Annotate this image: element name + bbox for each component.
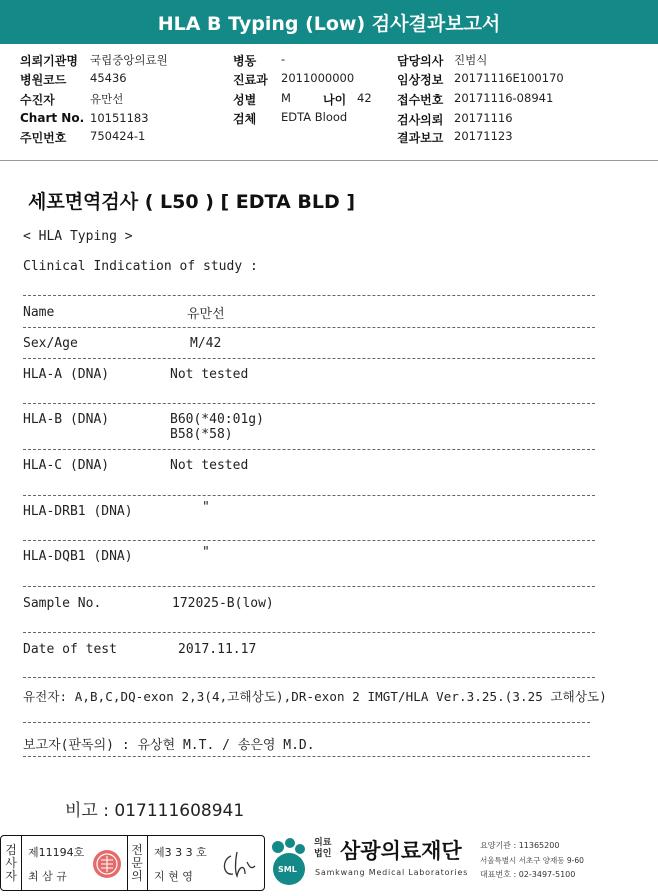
sexage-value: M/42 <box>190 336 222 351</box>
divider <box>23 295 595 296</box>
clinical-indication: Clinical Indication of study : <box>23 259 258 274</box>
signature-icon <box>219 846 259 882</box>
org-info-code: 요양기관 : 11365200 <box>480 841 560 850</box>
org-prefix: 의료법인 <box>314 838 332 859</box>
clinical-info-row: 임상정보 20171116E100170 <box>397 71 564 87</box>
name-value: 유만선 <box>187 307 225 322</box>
report-title: HLA B Typing (Low) 검사결과보고서 <box>157 12 501 35</box>
divider <box>23 403 595 404</box>
hla-b-value-2: B58(*58) <box>170 427 233 442</box>
hospital-code-row: 병원코드 45436 <box>20 71 127 87</box>
org-info-address: 서울특별시 서초구 양재동 9-60 <box>480 856 584 865</box>
specialist-license-no: 제3 3 3 호 <box>154 846 207 859</box>
tester-license-no: 제11194호 <box>28 846 85 859</box>
hla-drb1-label: HLA-DRB1 (DNA) <box>23 504 133 519</box>
date-of-test-value: 2017.11.17 <box>178 642 257 657</box>
hla-dqb1-value: " <box>202 545 210 560</box>
remark: 비고 : 017111608941 <box>65 801 245 821</box>
seal-stamp-icon <box>91 848 123 880</box>
hla-c-label: HLA-C (DNA) <box>23 458 110 473</box>
chart-no-row: Chart No. 10151183 <box>20 111 149 125</box>
divider <box>23 358 595 359</box>
reporter-line: 보고자(판독의) : 유상현 M.T. / 송은영 M.D. <box>23 738 315 753</box>
specialist-name: 지 현 영 <box>154 870 193 883</box>
divider <box>23 327 595 328</box>
report-date-row: 결과보고 20171123 <box>397 129 513 145</box>
divider <box>23 495 595 496</box>
org-name: 삼광의료재단 <box>340 839 462 863</box>
sexage-label: Sex/Age <box>23 336 78 351</box>
tester-name: 최 삼 규 <box>28 870 67 883</box>
department-row: 진료과 2011000000 <box>233 71 355 87</box>
org-english-name: Samkwang Medical Laboratories <box>315 868 469 877</box>
hla-c-value: Not tested <box>170 458 249 473</box>
doctor-row: 담당의사 진범식 <box>397 53 488 68</box>
ward-row: 병동 - <box>233 52 286 68</box>
sample-no-label: Sample No. <box>23 596 102 611</box>
divider <box>23 677 595 678</box>
hla-b-label: HLA-B (DNA) <box>23 412 110 427</box>
logo-text: SML <box>278 865 297 874</box>
hla-dqb1-label: HLA-DQB1 (DNA) <box>23 549 133 564</box>
patient-info-header <box>0 44 658 161</box>
report-title-banner <box>0 0 658 44</box>
resident-no-row: 주민번호 750424-1 <box>20 129 146 145</box>
sample-no-value: 172025-B(low) <box>172 596 274 611</box>
footer <box>0 833 658 896</box>
institution-row: 의뢰기관명 국립중앙의료원 <box>20 53 168 68</box>
age-row: 나이 42 <box>323 91 372 107</box>
divider <box>23 722 590 723</box>
gene-info-line: 유전자: A,B,C,DQ-exon 2,3(4,고해상도),DR-exon 2 IMGT/HLA Ver.3.25.(3.25 고해상도) <box>23 689 607 704</box>
divider <box>23 586 595 587</box>
sex-row: 성별 M <box>233 91 291 107</box>
divider <box>147 836 148 890</box>
hla-typing-heading: < HLA Typing > <box>23 229 133 244</box>
request-date-row: 검사의뢰 20171116 <box>397 111 513 127</box>
specimen-row: 검체 EDTA Blood <box>233 110 348 126</box>
date-of-test-label: Date of test <box>23 642 117 657</box>
hla-b-value-1: B60(*40:01g) <box>170 412 264 427</box>
org-info-phone: 대표번호 : 02-3497-5100 <box>480 870 576 879</box>
divider <box>21 836 22 890</box>
signature-box <box>0 835 265 891</box>
divider <box>23 632 595 633</box>
patient-row: 수진자 유만선 <box>20 92 124 107</box>
divider <box>23 540 595 541</box>
name-label: Name <box>23 305 55 320</box>
receipt-no-row: 접수번호 20171116-08941 <box>397 91 554 107</box>
hla-a-value: Not tested <box>170 367 249 382</box>
specialist-label: 전문의 <box>131 843 143 883</box>
divider <box>127 836 128 890</box>
section-title: 세포면역검사 ( L50 ) [ EDTA BLD ] <box>28 191 356 213</box>
sml-logo-icon <box>268 837 310 887</box>
tester-label: 검사자 <box>5 843 17 883</box>
divider <box>23 756 590 757</box>
hla-a-label: HLA-A (DNA) <box>23 367 110 382</box>
divider <box>23 449 595 450</box>
hla-drb1-value: " <box>202 500 210 515</box>
